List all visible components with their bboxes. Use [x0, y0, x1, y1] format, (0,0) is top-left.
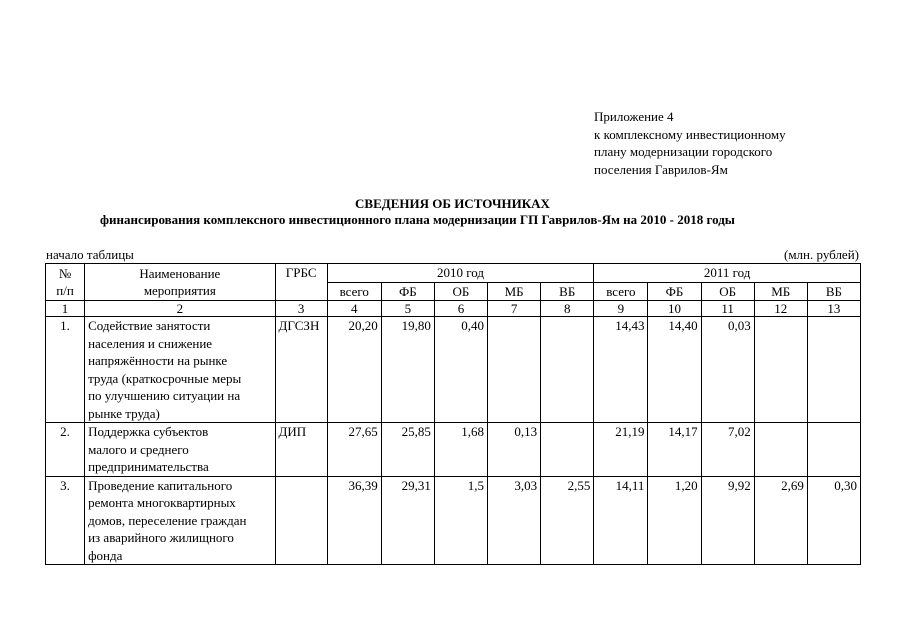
table-start-label: начало таблицы [46, 247, 134, 262]
column-index: 8 [541, 301, 594, 317]
appendix-note [594, 108, 786, 178]
header-num: № п/п [46, 264, 85, 301]
table-row [46, 423, 861, 477]
header-grbs: ГРБС [275, 264, 327, 301]
row-number: 1. [46, 317, 85, 423]
units-label: (млн. рублей) [784, 247, 859, 262]
value-cell: 2,69 [754, 476, 807, 565]
appendix-line: Приложение 4 [594, 109, 674, 124]
activity-name-line: Поддержка субъектов [88, 424, 209, 439]
header-sub: ФБ [381, 282, 434, 301]
header-sub: всего [327, 282, 381, 301]
column-index: 4 [327, 301, 381, 317]
activity-name-line: из аварийного жилищного [88, 530, 234, 545]
header-year-2010: 2010 год [327, 264, 594, 283]
activity-name-line: труда (краткосрочные меры [88, 370, 242, 386]
column-index: 10 [648, 301, 701, 317]
column-index: 2 [85, 301, 275, 317]
header-sub: ВБ [541, 282, 594, 301]
column-index: 5 [381, 301, 434, 317]
value-cell [754, 423, 807, 477]
appendix-line: плану модернизации городского [594, 144, 773, 159]
row-number: 3. [46, 476, 85, 565]
value-cell: 1,68 [434, 423, 487, 477]
activity-name-line: предпринимательства [88, 459, 209, 474]
activity-name-line: домов, переселение граждан [88, 512, 247, 528]
grbs-cell: ДГСЗН [275, 317, 327, 423]
value-cell [488, 317, 541, 423]
activity-name-line: напряжённости на рынке [88, 353, 228, 368]
appendix-line: поселения Гаврилов-Ям [594, 161, 728, 177]
table-row [46, 476, 861, 565]
document-subtitle: финансирования комплексного инвестиционного плана модернизации ГП Гаврилов-Ям на 2010 - 2018 годы [100, 212, 735, 227]
header-sub: всего [594, 282, 648, 301]
value-cell: 20,20 [327, 317, 381, 423]
header-sub: ФБ [648, 282, 701, 301]
activity-name-line: малого и среднего [88, 441, 189, 457]
document-title: СВЕДЕНИЯ ОБ ИСТОЧНИКАХ [355, 196, 550, 211]
activity-name-line: по улучшению ситуации на [88, 388, 241, 403]
row-number: 2. [46, 423, 85, 477]
value-cell: 29,31 [381, 476, 434, 565]
header-sub: МБ [488, 282, 541, 301]
financing-table [45, 263, 861, 565]
activity-name-line: ремонта многоквартирных [88, 495, 236, 510]
value-cell: 14,40 [648, 317, 701, 423]
header-row-1 [46, 264, 861, 283]
activity-name [85, 423, 275, 477]
table-row [46, 317, 861, 423]
header-sub: ОБ [701, 282, 754, 301]
column-index: 7 [488, 301, 541, 317]
column-index: 3 [275, 301, 327, 317]
value-cell: 7,02 [701, 423, 754, 477]
header-name: Наименование мероприятия [85, 264, 275, 301]
appendix-line: к комплексному инвестиционному [594, 126, 786, 142]
header-sub: МБ [754, 282, 807, 301]
activity-name-line: населения и снижение [88, 335, 213, 351]
value-cell [754, 317, 807, 423]
activity-name-line: рынке труда) [88, 405, 160, 421]
value-cell: 0,30 [807, 476, 860, 565]
column-index: 11 [701, 301, 754, 317]
activity-name-line: Содействие занятости [88, 318, 211, 333]
value-cell [541, 423, 594, 477]
value-cell: 1,20 [648, 476, 701, 565]
grbs-cell: ДИП [275, 423, 327, 477]
header-sub: ВБ [807, 282, 860, 301]
value-cell: 14,17 [648, 423, 701, 477]
value-cell: 2,55 [541, 476, 594, 565]
column-index: 6 [434, 301, 487, 317]
value-cell: 25,85 [381, 423, 434, 477]
value-cell: 0,03 [701, 317, 754, 423]
value-cell: 19,80 [381, 317, 434, 423]
header-sub: ОБ [434, 282, 487, 301]
activity-name-line: фонда [88, 547, 123, 563]
value-cell: 21,19 [594, 423, 648, 477]
header-year-2011: 2011 год [594, 264, 861, 283]
value-cell: 36,39 [327, 476, 381, 565]
column-index: 12 [754, 301, 807, 317]
value-cell: 0,13 [488, 423, 541, 477]
value-cell [807, 423, 860, 477]
value-cell: 1,5 [434, 476, 487, 565]
activity-name-line: Проведение капитального [88, 477, 233, 493]
value-cell: 9,92 [701, 476, 754, 565]
column-index-row [46, 301, 861, 317]
activity-name [85, 476, 275, 565]
value-cell [541, 317, 594, 423]
value-cell: 3,03 [488, 476, 541, 565]
value-cell [807, 317, 860, 423]
activity-name [85, 317, 275, 423]
value-cell: 14,11 [594, 476, 648, 565]
column-index: 1 [46, 301, 85, 317]
value-cell: 27,65 [327, 423, 381, 477]
value-cell: 0,40 [434, 317, 487, 423]
column-index: 13 [807, 301, 860, 317]
column-index: 9 [594, 301, 648, 317]
value-cell: 14,43 [594, 317, 648, 423]
grbs-cell [275, 476, 327, 565]
